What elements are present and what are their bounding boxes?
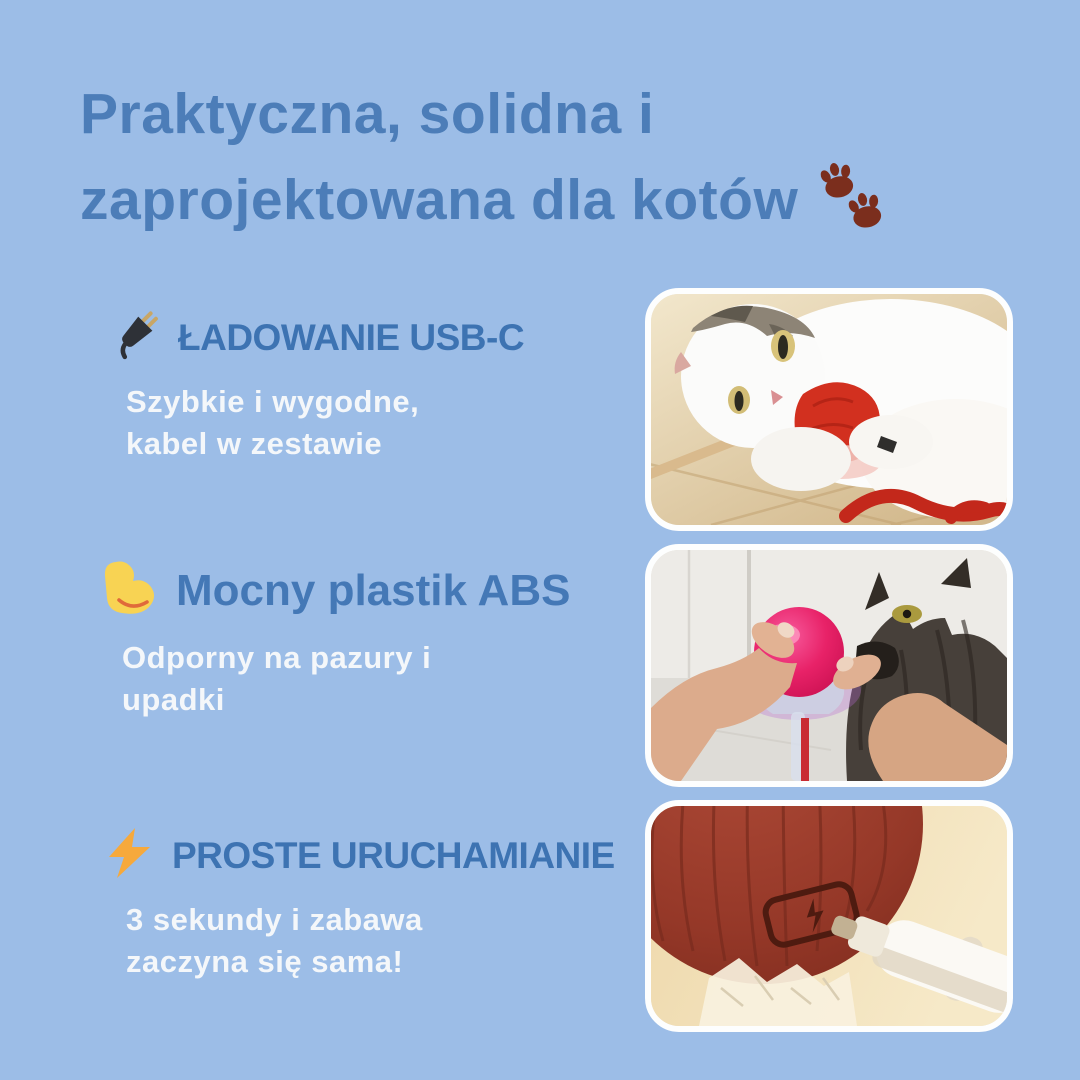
feature-easy-start — [104, 826, 615, 983]
feature-body-line: upadki — [122, 682, 225, 717]
lightning-bolt-icon — [104, 826, 156, 885]
feature-body — [126, 381, 524, 465]
feature-body-line: Odporny na pazury i — [122, 640, 432, 675]
title-line-1: Praktyczna, solidna i — [80, 82, 655, 146]
feature-abs-plastic — [100, 558, 570, 721]
photo-hands-pink-ball-dark-cat — [645, 544, 1013, 787]
photo-white-cat-red-toy — [645, 288, 1013, 531]
feature-heading: Mocny plastik ABS — [176, 565, 571, 615]
feature-body-line: Szybkie i wygodne, — [126, 384, 420, 419]
page-title — [80, 76, 890, 253]
electric-plug-icon — [104, 308, 162, 367]
photo-red-ball-usbc-cable — [645, 800, 1013, 1032]
feature-body — [122, 637, 570, 721]
paw-prints-icon — [814, 153, 890, 253]
title-line-2 — [80, 153, 890, 253]
feature-usbc-charging — [104, 308, 524, 465]
feature-heading: PROSTE URUCHAMIANIE — [172, 834, 615, 876]
feature-body-line: kabel w zestawie — [126, 426, 383, 461]
flexed-biceps-icon — [100, 558, 160, 623]
feature-body-line: 3 sekundy i zabawa — [126, 902, 423, 937]
feature-body-line: zaczyna się sama! — [126, 944, 404, 979]
feature-heading: ŁADOWANIE USB-C — [178, 316, 525, 358]
feature-body — [126, 899, 615, 983]
title-line-2-text: zaprojektowana dla kotów — [80, 168, 799, 232]
